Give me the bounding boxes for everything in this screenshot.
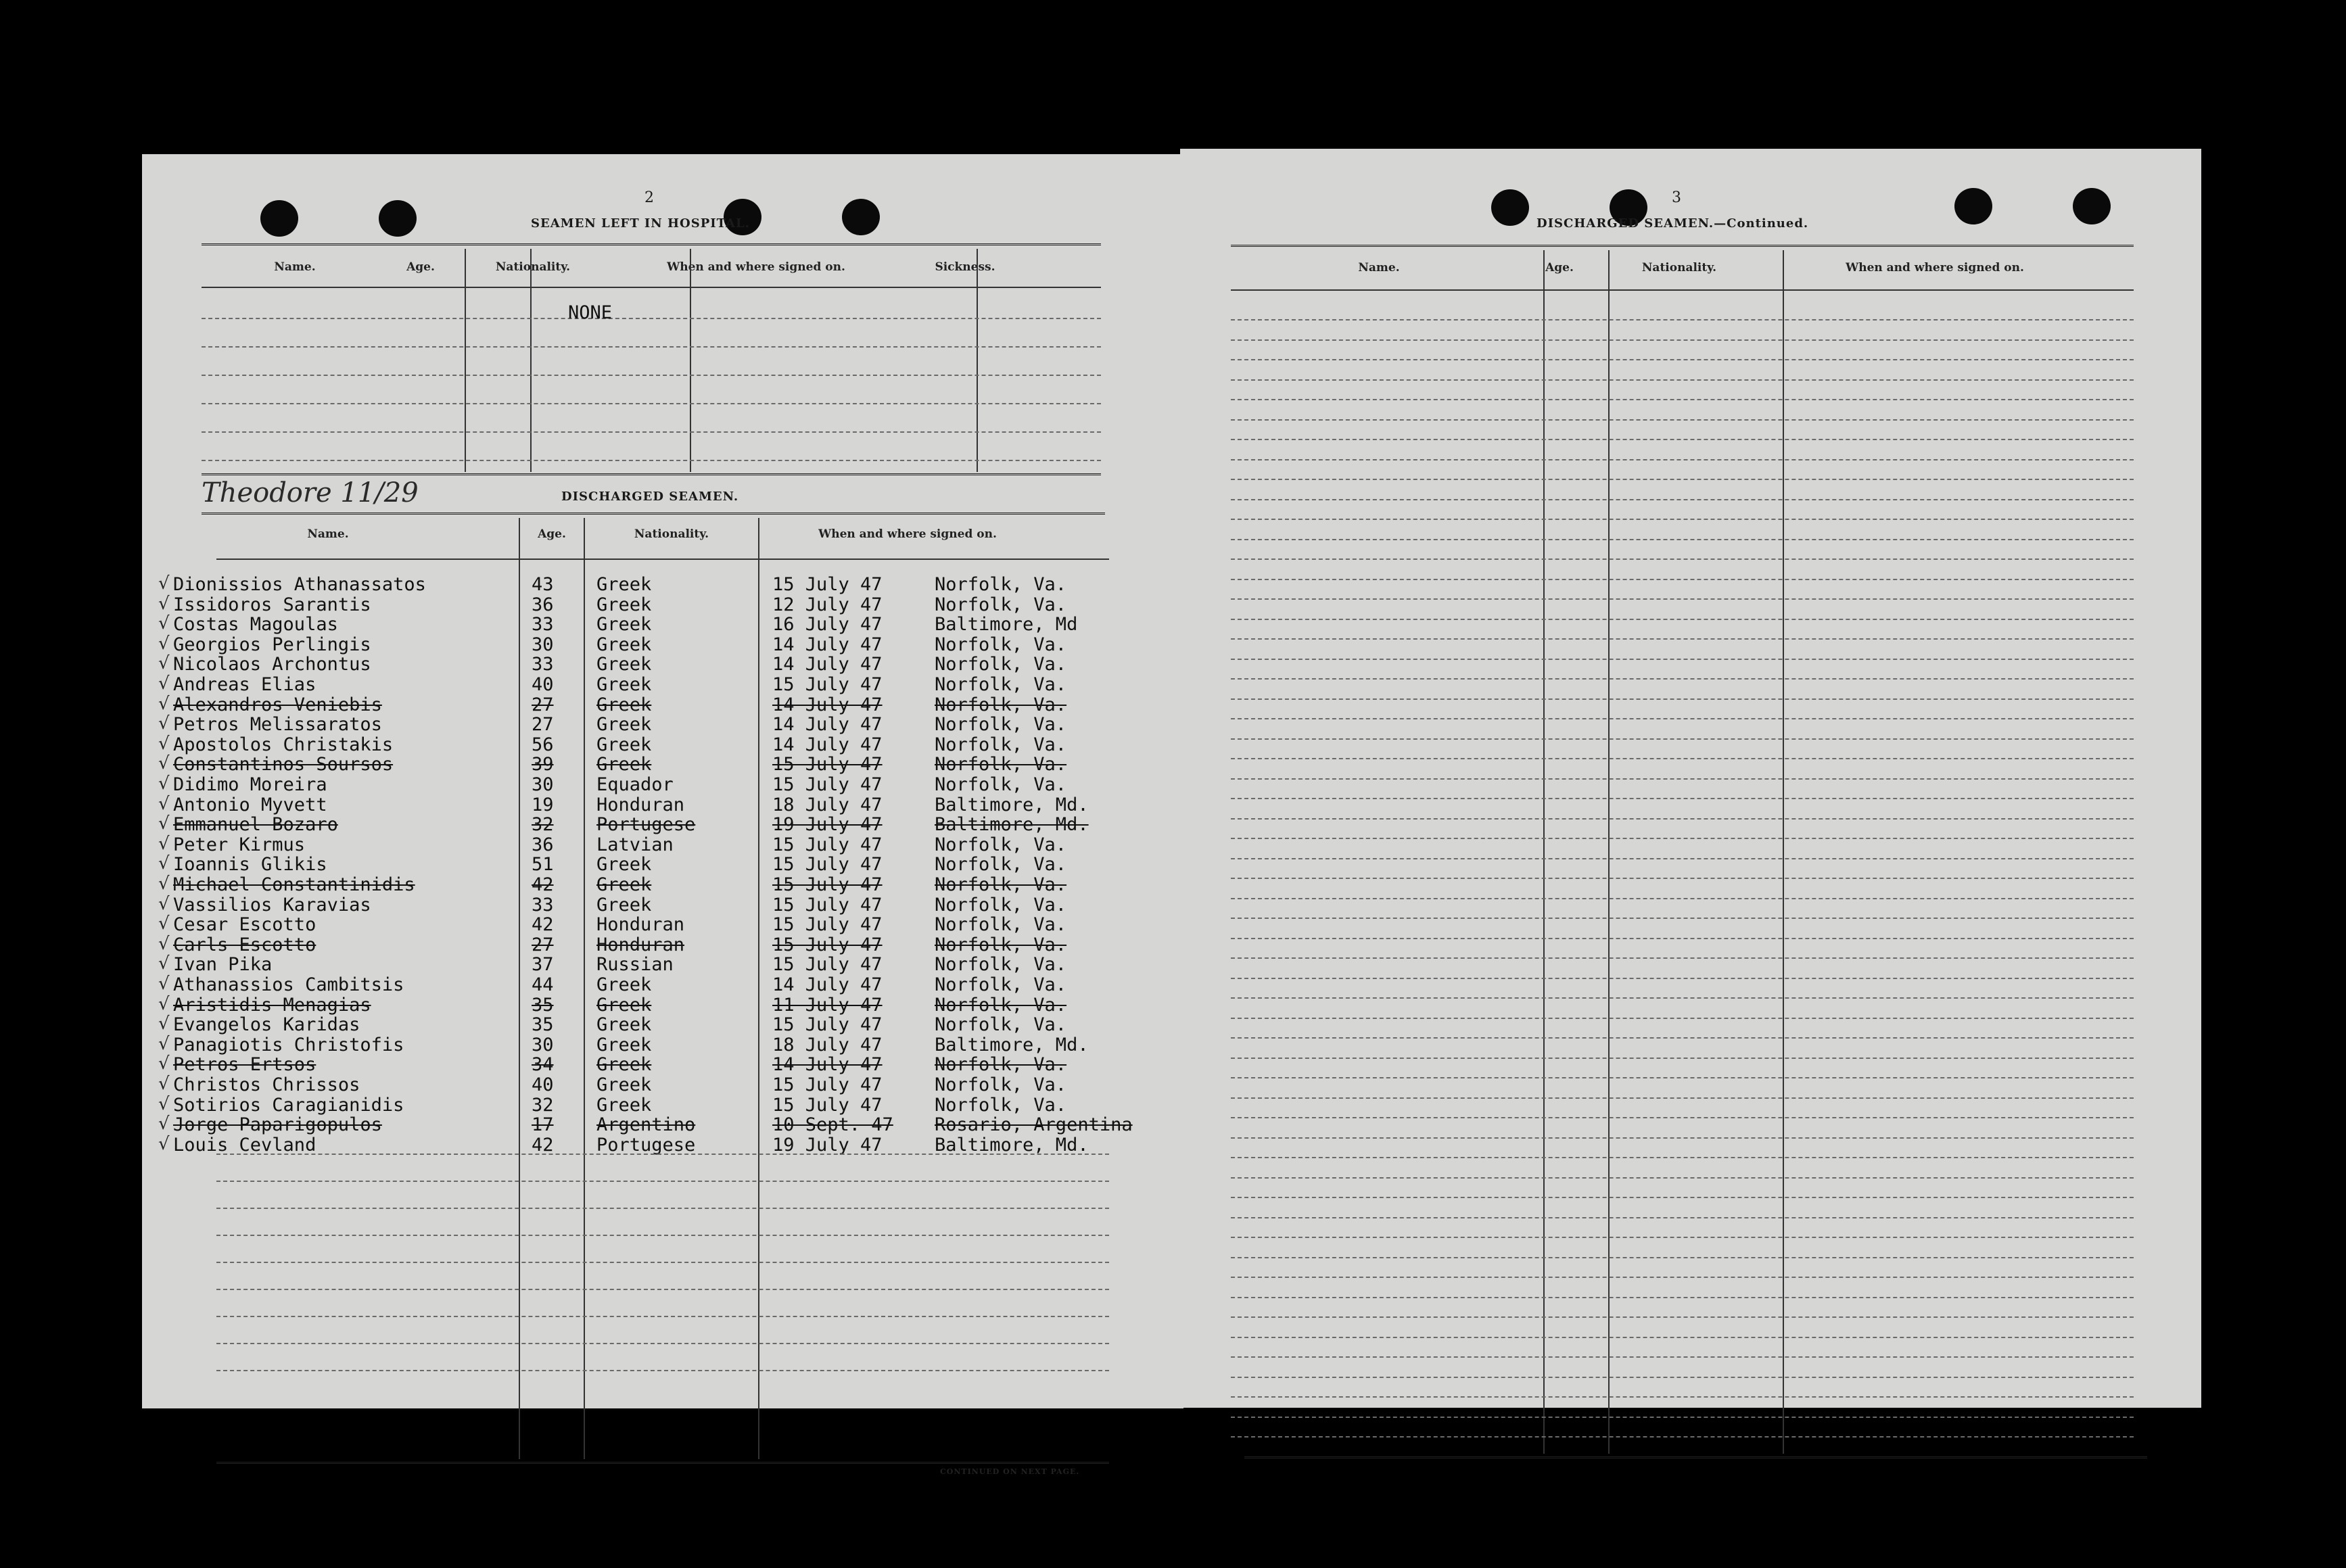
seaman-place: Rosario, Argentina <box>935 1114 1133 1136</box>
seaman-date: 14 July 47 <box>772 634 883 655</box>
handwritten-note: Theodore 11/29 <box>202 477 419 508</box>
seaman-date: 14 July 47 <box>772 654 883 675</box>
seaman-date: 14 July 47 <box>772 734 883 755</box>
seaman-name: Michael Constantinidis <box>173 874 415 895</box>
seaman-nationality: Greek <box>596 654 652 675</box>
seaman-date: 19 July 47 <box>772 814 883 836</box>
right-page <box>1180 149 2201 1408</box>
checkmark-icon: √ <box>158 633 170 654</box>
checkmark-icon: √ <box>158 1053 170 1074</box>
seaman-nationality: Greek <box>596 594 652 615</box>
seaman-age: 43 <box>532 574 554 595</box>
seaman-age: 40 <box>532 1074 554 1095</box>
seaman-age: 42 <box>532 1134 554 1156</box>
checkmark-icon: √ <box>158 673 170 694</box>
col-nationality: Nationality. <box>1641 261 1717 275</box>
seaman-age: 51 <box>532 854 554 876</box>
seaman-age: 35 <box>532 994 554 1016</box>
seaman-name: Petros Melissaratos <box>173 714 382 736</box>
seaman-place: Baltimore, Md <box>935 614 1078 636</box>
seaman-nationality: Greek <box>596 1074 652 1095</box>
seaman-nationality: Greek <box>596 1014 652 1036</box>
seaman-date: 15 July 47 <box>772 874 883 895</box>
seaman-age: 42 <box>532 874 554 895</box>
col-age: Age. <box>406 260 435 274</box>
seaman-nationality: Latvian <box>596 834 674 855</box>
seaman-place: Norfolk, Va. <box>935 994 1067 1016</box>
col-signed-on: When and where signed on. <box>1846 261 2024 275</box>
seaman-name: Andreas Elias <box>173 674 316 695</box>
seaman-place: Baltimore, Md. <box>935 794 1089 815</box>
seaman-date: 15 July 47 <box>772 1074 883 1095</box>
col-signed-on: When and where signed on. <box>818 527 997 541</box>
seaman-nationality: Greek <box>596 694 652 715</box>
seaman-age: 36 <box>532 594 554 615</box>
punch-hole <box>379 200 417 237</box>
seaman-date: 15 July 47 <box>772 914 883 936</box>
seaman-age: 33 <box>532 614 554 636</box>
seaman-date: 11 July 47 <box>772 994 883 1016</box>
seaman-nationality: Russian <box>596 954 674 976</box>
seaman-date: 15 July 47 <box>772 1014 883 1036</box>
col-name: Name. <box>1358 261 1400 275</box>
checkmark-icon: √ <box>158 573 170 594</box>
col-nationality: Nationality. <box>634 527 709 541</box>
seaman-name: Sotirios Caragianidis <box>173 1094 404 1116</box>
seaman-name: Apostolos Christakis <box>173 734 394 755</box>
seaman-place: Norfolk, Va. <box>935 1054 1067 1076</box>
seaman-age: 19 <box>532 794 554 815</box>
checkmark-icon: √ <box>158 1033 170 1054</box>
seaman-name: Peter Kirmus <box>173 834 306 855</box>
checkmark-icon: √ <box>158 893 170 914</box>
col-signed-on: When and where signed on. <box>667 260 845 274</box>
seaman-place: Norfolk, Va. <box>935 914 1067 936</box>
seaman-place: Norfolk, Va. <box>935 774 1067 795</box>
seaman-name: Constantinos Soursos <box>173 754 394 776</box>
checkmark-icon: √ <box>158 974 170 994</box>
seaman-nationality: Honduran <box>596 914 685 936</box>
checkmark-icon: √ <box>158 874 170 894</box>
seaman-nationality: Greek <box>596 754 652 776</box>
seaman-age: 33 <box>532 654 554 675</box>
seaman-age: 40 <box>532 674 554 695</box>
continued-title: DISCHARGED SEAMEN.—Continued. <box>1536 216 1809 231</box>
seaman-place: Norfolk, Va. <box>935 734 1067 755</box>
seaman-nationality: Greek <box>596 1034 652 1055</box>
checkmark-icon: √ <box>158 713 170 734</box>
seaman-name: Evangelos Karidas <box>173 1014 360 1036</box>
seaman-name: Louis Cevland <box>173 1134 316 1156</box>
seaman-name: Carls Escotto <box>173 934 316 955</box>
seaman-name: Cesar Escotto <box>173 914 316 936</box>
seaman-date: 15 July 47 <box>772 894 883 916</box>
punch-hole <box>1491 189 1529 226</box>
punch-hole <box>1954 188 1992 224</box>
checkmark-icon: √ <box>158 993 170 1014</box>
checkmark-icon: √ <box>158 1014 170 1035</box>
seaman-name: Didimo Moreira <box>173 774 327 795</box>
checkmark-icon: √ <box>158 593 170 614</box>
seaman-date: 15 July 47 <box>772 934 883 955</box>
seaman-nationality: Greek <box>596 1054 652 1076</box>
seaman-date: 15 July 47 <box>772 674 883 695</box>
seaman-date: 14 July 47 <box>772 974 883 995</box>
seaman-date: 18 July 47 <box>772 794 883 815</box>
seaman-nationality: Greek <box>596 854 652 876</box>
page-number: 3 <box>1672 189 1681 206</box>
seaman-age: 27 <box>532 934 554 955</box>
seaman-age: 36 <box>532 834 554 855</box>
seaman-age: 32 <box>532 814 554 836</box>
left-page <box>142 154 1183 1476</box>
seaman-place: Norfolk, Va. <box>935 714 1067 736</box>
page-number: 2 <box>644 189 654 206</box>
seaman-age: 39 <box>532 754 554 776</box>
continued-note: CONTINUED ON NEXT PAGE. <box>940 1467 1080 1476</box>
seaman-name: Jorge Paparigopulos <box>173 1114 382 1136</box>
checkmark-icon: √ <box>158 693 170 714</box>
hospital-entry: NONE <box>568 302 613 323</box>
checkmark-icon: √ <box>158 913 170 934</box>
seaman-place: Norfolk, Va. <box>935 594 1067 615</box>
seaman-date: 10 Sept. 47 <box>772 1114 893 1136</box>
seaman-date: 15 July 47 <box>772 754 883 776</box>
seaman-age: 42 <box>532 914 554 936</box>
seaman-date: 12 July 47 <box>772 594 883 615</box>
punch-hole <box>2073 188 2111 224</box>
seaman-place: Norfolk, Va. <box>935 894 1067 916</box>
seaman-name: Nicolaos Archontus <box>173 654 371 675</box>
seaman-nationality: Greek <box>596 734 652 755</box>
seaman-name: Dionissios Athanassatos <box>173 574 426 595</box>
seaman-place: Baltimore, Md. <box>935 814 1089 836</box>
seaman-name: Georgios Perlingis <box>173 634 371 655</box>
seaman-name: Antonio Myvett <box>173 794 327 815</box>
seaman-age: 56 <box>532 734 554 755</box>
seaman-date: 16 July 47 <box>772 614 883 636</box>
seaman-date: 14 July 47 <box>772 714 883 736</box>
seaman-date: 18 July 47 <box>772 1034 883 1055</box>
seaman-name: Aristidis Menagias <box>173 994 371 1016</box>
checkmark-icon: √ <box>158 1074 170 1094</box>
discharged-title: DISCHARGED SEAMEN. <box>561 490 739 504</box>
seaman-date: 15 July 47 <box>772 774 883 795</box>
col-nationality: Nationality. <box>495 260 571 274</box>
seaman-name: Athanassios Cambitsis <box>173 974 404 995</box>
seaman-age: 17 <box>532 1114 554 1136</box>
checkmark-icon: √ <box>158 1093 170 1114</box>
col-age: Age. <box>1545 261 1574 275</box>
seaman-date: 14 July 47 <box>772 694 883 715</box>
seaman-date: 15 July 47 <box>772 834 883 855</box>
seaman-nationality: Greek <box>596 894 652 916</box>
seaman-date: 15 July 47 <box>772 574 883 595</box>
seaman-age: 30 <box>532 1034 554 1055</box>
checkmark-icon: √ <box>158 613 170 634</box>
seaman-place: Norfolk, Va. <box>935 654 1067 675</box>
seaman-nationality: Greek <box>596 714 652 736</box>
col-name: Name. <box>274 260 316 274</box>
seaman-nationality: Equador <box>596 774 674 795</box>
seaman-nationality: Greek <box>596 994 652 1016</box>
seaman-nationality: Argentino <box>596 1114 696 1136</box>
checkmark-icon: √ <box>158 933 170 954</box>
seaman-age: 34 <box>532 1054 554 1076</box>
seaman-nationality: Greek <box>596 874 652 895</box>
checkmark-icon: √ <box>158 1133 170 1154</box>
seaman-nationality: Greek <box>596 974 652 995</box>
checkmark-icon: √ <box>158 953 170 974</box>
seaman-age: 27 <box>532 714 554 736</box>
seaman-place: Norfolk, Va. <box>935 874 1067 895</box>
seaman-date: 14 July 47 <box>772 1054 883 1076</box>
seaman-name: Alexandros Veniebis <box>173 694 382 715</box>
seaman-age: 44 <box>532 974 554 995</box>
checkmark-icon: √ <box>158 733 170 754</box>
seaman-place: Norfolk, Va. <box>935 674 1067 695</box>
col-sickness: Sickness. <box>935 260 995 274</box>
punch-hole <box>842 199 880 235</box>
seaman-nationality: Honduran <box>596 934 685 955</box>
seaman-place: Norfolk, Va. <box>935 934 1067 955</box>
seaman-date: 15 July 47 <box>772 854 883 876</box>
checkmark-icon: √ <box>158 813 170 834</box>
seaman-place: Norfolk, Va. <box>935 694 1067 715</box>
seaman-nationality: Greek <box>596 1094 652 1116</box>
seaman-age: 32 <box>532 1094 554 1116</box>
seaman-date: 15 July 47 <box>772 1094 883 1116</box>
checkmark-icon: √ <box>158 1114 170 1135</box>
seaman-place: Norfolk, Va. <box>935 754 1067 776</box>
seaman-place: Baltimore, Md. <box>935 1034 1089 1055</box>
seaman-nationality: Portugese <box>596 814 696 836</box>
seaman-place: Norfolk, Va. <box>935 854 1067 876</box>
seaman-name: Panagiotis Christofis <box>173 1034 404 1055</box>
seaman-age: 33 <box>532 894 554 916</box>
seaman-nationality: Portugese <box>596 1134 696 1156</box>
seaman-nationality: Greek <box>596 674 652 695</box>
seaman-place: Norfolk, Va. <box>935 1074 1067 1095</box>
seaman-place: Baltimore, Md. <box>935 1134 1089 1156</box>
checkmark-icon: √ <box>158 853 170 874</box>
seaman-place: Norfolk, Va. <box>935 954 1067 976</box>
hospital-title: SEAMEN LEFT IN HOSPITAL. <box>531 216 750 231</box>
seaman-place: Norfolk, Va. <box>935 974 1067 995</box>
seaman-name: Emmanuel Bozaro <box>173 814 338 836</box>
checkmark-icon: √ <box>158 653 170 674</box>
seaman-name: Ioannis Glikis <box>173 854 327 876</box>
checkmark-icon: √ <box>158 774 170 794</box>
seaman-age: 35 <box>532 1014 554 1036</box>
checkmark-icon: √ <box>158 793 170 814</box>
seaman-age: 30 <box>532 634 554 655</box>
seaman-place: Norfolk, Va. <box>935 834 1067 855</box>
seaman-age: 37 <box>532 954 554 976</box>
seaman-name: Ivan Pika <box>173 954 273 976</box>
seaman-name: Vassilios Karavias <box>173 894 371 916</box>
seaman-nationality: Honduran <box>596 794 685 815</box>
seaman-place: Norfolk, Va. <box>935 1014 1067 1036</box>
checkmark-icon: √ <box>158 753 170 774</box>
col-name: Name. <box>307 527 349 541</box>
seaman-nationality: Greek <box>596 634 652 655</box>
checkmark-icon: √ <box>158 833 170 854</box>
col-age: Age. <box>538 527 566 541</box>
seaman-name: Petros Ertsos <box>173 1054 316 1076</box>
seaman-name: Costas Magoulas <box>173 614 338 636</box>
seaman-date: 19 July 47 <box>772 1134 883 1156</box>
seaman-age: 30 <box>532 774 554 795</box>
seaman-place: Norfolk, Va. <box>935 634 1067 655</box>
seaman-place: Norfolk, Va. <box>935 574 1067 595</box>
seaman-date: 15 July 47 <box>772 954 883 976</box>
seaman-age: 27 <box>532 694 554 715</box>
seaman-name: Issidoros Sarantis <box>173 594 371 615</box>
seaman-nationality: Greek <box>596 614 652 636</box>
punch-hole <box>260 200 298 237</box>
seaman-name: Christos Chrissos <box>173 1074 360 1095</box>
seaman-nationality: Greek <box>596 574 652 595</box>
seaman-place: Norfolk, Va. <box>935 1094 1067 1116</box>
